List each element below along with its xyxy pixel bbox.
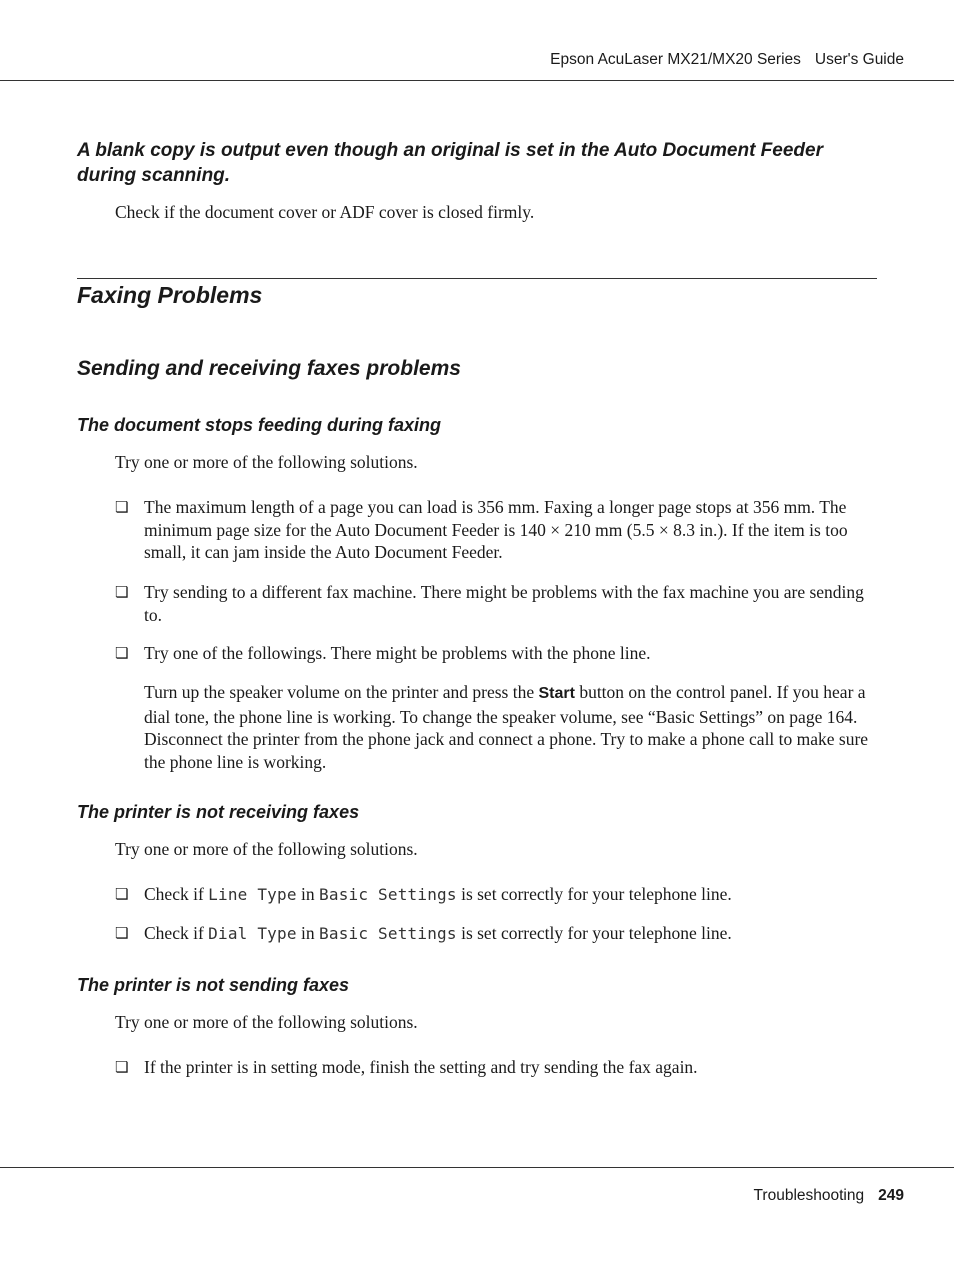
start-button-label: Start [538, 685, 575, 702]
list-item-text: Try sending to a different fax machine. There might be problems with the fax machine you are sending to. [144, 582, 864, 625]
issue-body: Check if the document cover or ADF cover is closed firmly. [115, 202, 535, 222]
checkbox-bullet-icon: ❏ [115, 924, 129, 942]
basic-settings-menu: Basic Settings [319, 885, 457, 904]
list-item-text: If the printer is in setting mode, finish the setting and try sending the fax again. [144, 1057, 698, 1077]
page-number: 249 [878, 1187, 904, 1204]
section-rule [77, 278, 877, 279]
list-item-text: The maximum length of a page you can load is 356 mm. Faxing a longer page stops at 356 mm. The minimum page size for the Auto Document Feeder is 140 × 210 mm (5.5 × 8.3 in.). If the item is too small, it can jam inside the Auto Document Feeder. [144, 497, 848, 562]
list-item-text [144, 922, 877, 946]
page-footer [754, 1187, 904, 1205]
list-item-text: Try one of the followings. There might be problems with the phone line. [144, 643, 651, 663]
phone-line-detail [144, 681, 877, 773]
doc-stops-heading: The document stops feeding during faxing [77, 415, 442, 435]
in-text: in [296, 884, 320, 904]
checkbox-bullet-icon: ❏ [115, 1058, 129, 1076]
checkbox-bullet-icon: ❏ [115, 644, 129, 662]
not-receiving-intro: Try one or more of the following solutions. [115, 839, 418, 859]
suffix-text: is set correctly for your telephone line. [456, 923, 732, 943]
in-text: in [296, 923, 320, 943]
line-type-setting: Line Type [208, 885, 297, 904]
doc-stops-intro: Try one or more of the following solutions. [115, 452, 418, 472]
section-subtitle: Sending and receiving faxes problems [77, 357, 461, 380]
basic-settings-menu: Basic Settings [319, 924, 457, 943]
page-header [550, 51, 904, 69]
checkbox-bullet-icon: ❏ [115, 885, 129, 903]
list-item [115, 883, 877, 907]
detail-text-before: Turn up the speaker volume on the printer and press the [144, 682, 539, 702]
list-item [115, 642, 877, 665]
section-title: Faxing Problems [77, 282, 263, 308]
checkbox-bullet-icon: ❏ [115, 583, 129, 601]
header-rule [0, 80, 954, 81]
detail-text-after: button on the control panel. If you hear a dial tone, the phone line is working. To change the speaker volume, see “Basic Settings” on page 164. Disconnect the printer from the phone jack and connect a phone. Try to make a phone call to make sure the phone line is working. [144, 682, 869, 772]
check-if-text: Check if [144, 923, 209, 943]
header-product: Epson AcuLaser MX21/MX20 Series [550, 51, 801, 68]
list-item [115, 496, 877, 564]
list-item [115, 922, 877, 946]
footer-rule [0, 1167, 954, 1168]
list-item-text [144, 883, 877, 907]
suffix-text: is set correctly for your telephone line. [456, 884, 732, 904]
header-guide: User's Guide [814, 51, 904, 68]
footer-section: Troubleshooting [753, 1187, 865, 1204]
checkbox-bullet-icon: ❏ [115, 498, 129, 516]
list-item [115, 581, 877, 626]
not-sending-intro: Try one or more of the following solutions. [115, 1012, 418, 1032]
list-item [115, 1056, 877, 1079]
not-sending-heading: The printer is not sending faxes [77, 975, 350, 995]
dial-type-setting: Dial Type [208, 924, 297, 943]
issue-heading: A blank copy is output even though an original is set in the Auto Document Feeder during scanning. [77, 140, 823, 186]
not-receiving-heading: The printer is not receiving faxes [77, 802, 360, 822]
check-if-text: Check if [144, 884, 209, 904]
